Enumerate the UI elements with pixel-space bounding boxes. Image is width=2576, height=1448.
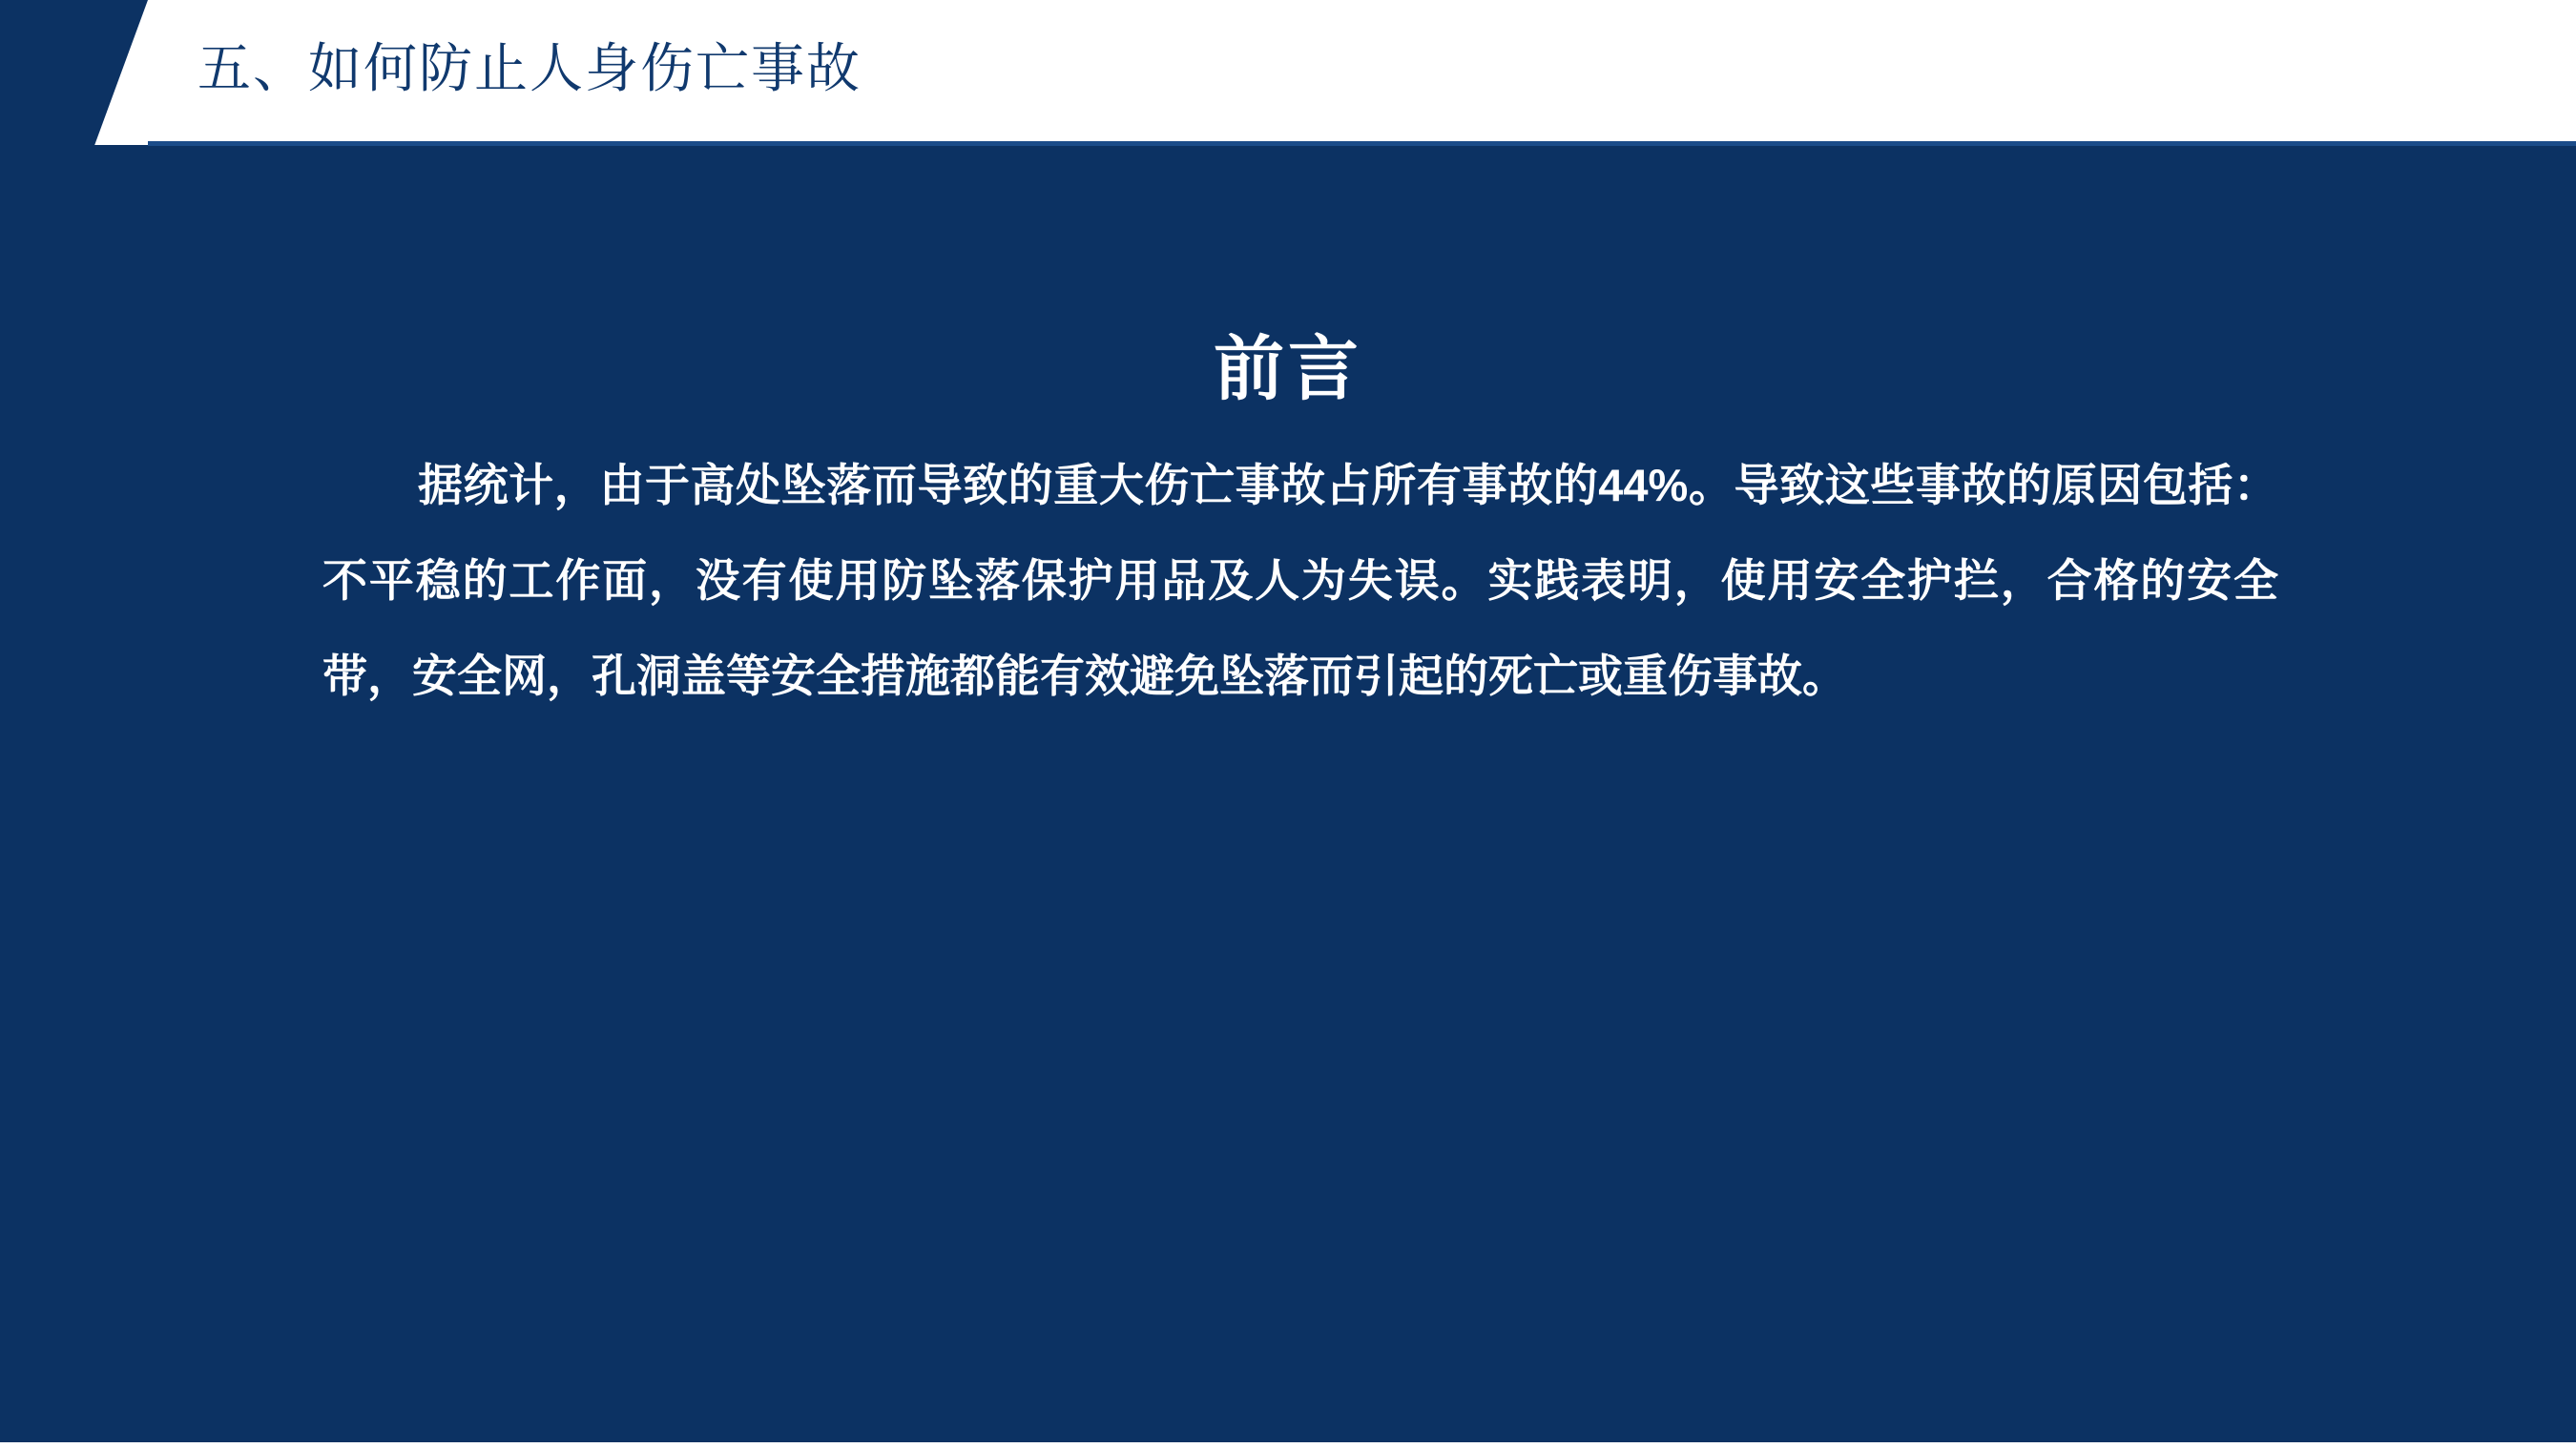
slide-body xyxy=(0,152,2576,1448)
header-divider-accent xyxy=(148,141,2576,146)
slide-header xyxy=(0,0,2576,145)
bottom-edge xyxy=(0,1442,2576,1448)
body-paragraph: 据统计，由于高处坠落而导致的重大伤亡事故占所有事故的44%。导致这些事故的原因包括：不平稳的工作面，没有使用防坠落保护用品及人为失误。实践表明，使用安全护拦，合格的安全带，安全网，孔洞盖等安全措施都能有效避免坠落而引起的死亡或重伤事故。 xyxy=(322,460,2278,701)
header-corner-shape xyxy=(0,0,148,145)
header-divider xyxy=(0,145,2576,152)
section-title: 前言 xyxy=(1214,329,1362,408)
page-title: 五、如何防止人身伤亡事故 xyxy=(197,38,862,98)
